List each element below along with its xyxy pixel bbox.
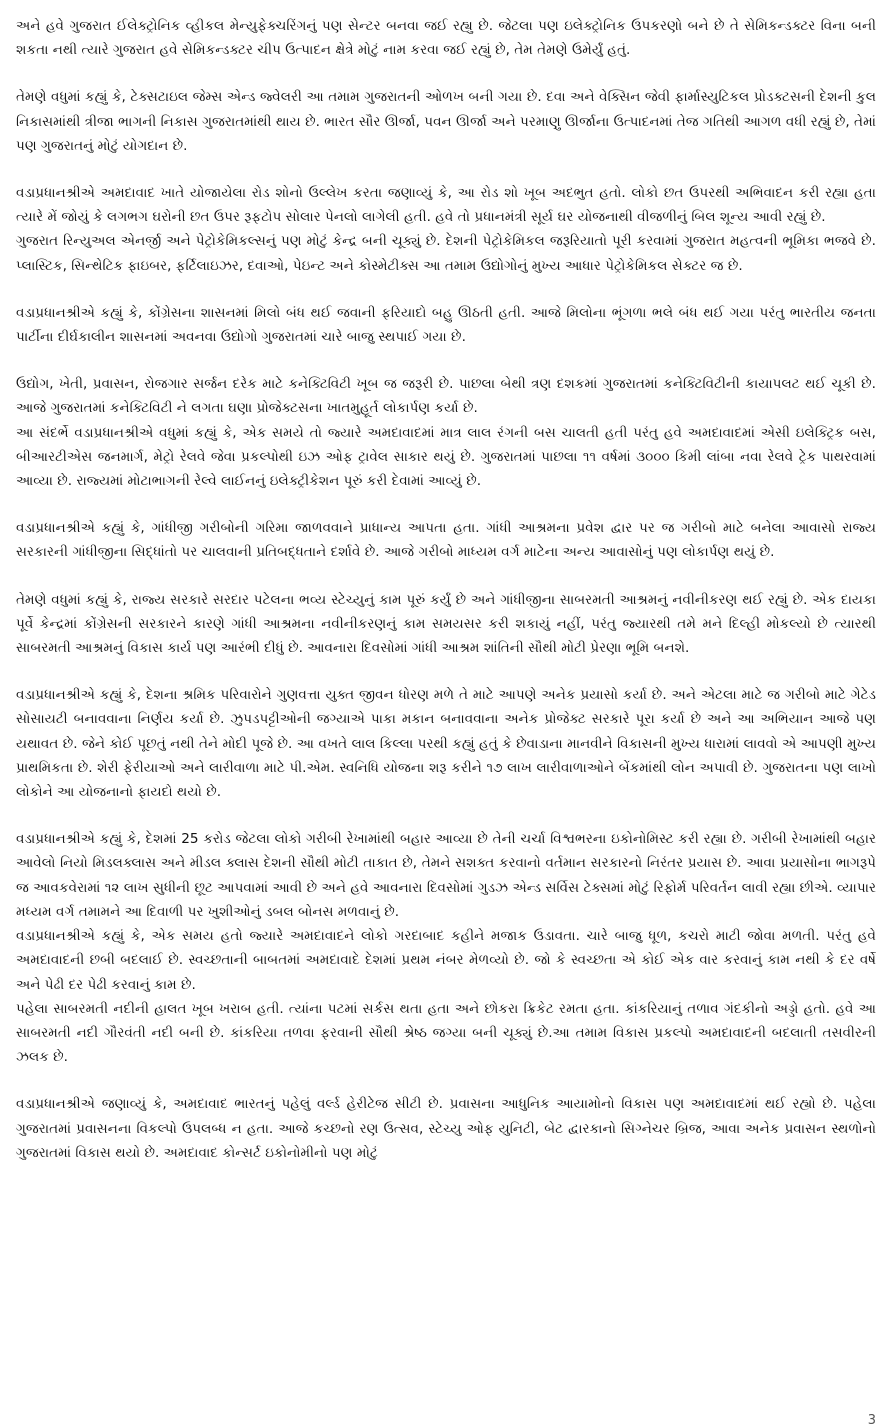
paragraph: વડાપ્રધાનશ્રીએ જણાવ્યું કે, અમદાવાદ ભારતનું પહેલું વર્લ્ડ હેરીટેજ સીટી છે. પ્રવાસના આધુનિક આયામોનો વિકાસ પણ અમદાવાદમાં થઈ રહ્યો છે. પહેલા ગુજરાતમાં પ્રવાસનના વિકલ્પો ઉપલબ્ધ ન હતા. આજે કચ્છનો રણ ઉત્સવ, સ્ટેચ્યુ ઓફ યુનિટી, બેટ દ્વારકાનો સિગ્નેચર બ્રિજ, આવા અનેક પ્રવાસન સ્થળોનો ગુજરાતમાં વિકાસ થયો છે. અમદાવાદ કોન્સર્ટ ઇકોનોમીનો પણ મોટું [16, 1096, 876, 1161]
paragraph: અને હવે ગુજરાત ઈલેક્ટ્રોનિક વ્હીકલ મેન્યુફેક્ચરિંગનું પણ સેન્ટર બનવા જઈ રહ્યુ છે. જેટલા પણ ઇલેક્ટ્રોનિક ઉપકરણો બને છે તે સેમિકન્ડક્ટર વિના બની શકતા નથી ત્યારે ગુજરાત હવે સેમિકન્ડક્ટર ચીપ ઉત્પાદન ક્ષેત્રે મોટું નામ કરવા જઈ રહ્યું છે, તેમ તેમણે ઉમેર્યું હતું. [16, 18, 876, 59]
page-number: 3 [867, 1413, 876, 1428]
paragraph: વડાપ્રધાનશ્રીએ અમદાવાદ ખાતે યોજાયેલા રોડ શોનો ઉલ્લેખ કરતા જણાવ્યું કે, આ રોડ શો ખૂબ અદભુત હતો. લોકો છત ઉપરથી અભિવાદન કરી રહ્યા હતા ત્યારે મેં જોયું કે લગભગ ઘરોની છત ઉપર રૂફટોપ સોલાર પેનલો લાગેલી હતી. હવે તો પ્રધાનમંત્રી સૂર્ય ઘર યોજનાથી વીજળીનું બિલ શૂન્ય આવી રહ્યું છે. [16, 185, 876, 226]
paragraph: ઉદ્યોગ, ખેતી, પ્રવાસન, રોજગાર સર્જન દરેક માટે કનેક્ટિવિટી ખૂબ જ જરૂરી છે. પાછલા બેથી ત્રણ દશકમાં ગુજરાતમાં કનેક્ટિવિટીની કાયાપલટ થઈ ચૂકી છે. આજે ગુજરાતમાં કનેક્ટિવિટી ને લગતા ઘણા પ્રોજેક્ટસના ખાતમુહૂર્ત લોકાર્પણ કર્યા છે. [16, 376, 876, 417]
document-page [16, 14, 876, 1165]
paragraph: વડાપ્રધાનશ્રીએ કહ્યું કે, ગાંધીજી ગરીબોની ગરિમા જાળવવાને પ્રાધાન્ય આપતા હતા. ગાંધી આશ્રમના પ્રવેશ દ્વાર પર જ ગરીબો માટે બનેલા આવાસો રાજ્ય સરકારની ગાંધીજીના સિદ્ધાંતો પર ચાલવાની પ્રતિબદ્ધતાને દર્શાવે છે. આજે ગરીબો માધ્યમ વર્ગ માટેના અન્ય આવાસોનું પણ લોકાર્પણ થયું છે. [16, 520, 876, 561]
paragraph: વડાપ્રધાનશ્રીએ કહ્યું કે, એક સમય હતો જ્યારે અમદાવાદને લોકો ગરદાબાદ કહીને મજાક ઉડાવતા. ચારે બાજુ ધૂળ, કચરો માટી જોવા મળતી. પરંતુ હવે અમદાવાદની છબી બદલાઈ છે. સ્વચ્છતાની બાબતમાં અમદાવાદે દેશમાં પ્રથમ નંબર મેળવ્યો છે. જો કે સ્વચ્છતા એ કોઈ એક વાર કરવાનું કામ નથી કે દર વર્ષે અને પેઢી દર પેઢી કરવાનું કામ છે. [16, 928, 876, 993]
paragraph: તેમણે વધુમાં કહ્યું કે, રાજ્ય સરકારે સરદાર પટેલના ભવ્ય સ્ટેચ્યુનું કામ પૂરું કર્યું છે અને ગાંધીજીના સાબરમતી આશ્રમનું નવીનીકરણ થઈ રહ્યું છે. એક દાયકા પૂર્વે કેન્દ્રમાં કોંગ્રેસની સરકારને કારણે ગાંધી આશ્રમના નવીનીકરણનું કામ સમયસર કરી શકાયું નહીં, પરંતુ જ્યારથી તમે મને દિલ્હી મોકલ્યો છે ત્યારથી સાબરમતી આશ્રમનું વિકાસ કાર્ય પણ આરંભી દીધું છે. આવનારા દિવસોમાં ગાંધી આશ્રમ શાંતિની સૌથી મોટી પ્રેરણા ભૂમિ બનશે. [16, 591, 876, 657]
paragraph: પહેલા સાબરમતી નદીની હાલત ખૂબ ખરાબ હતી. ત્યાંના પટમાં સર્કસ થતા હતા અને છોકરા ક્રિકેટ રમતા હતા. કાંકરિયાનું તળાવ ગંદકીનો અડ્ડો હતો. હવે આ સાબરમતી નદી ગૌરવંતી નદી બની છે. કાંકરિયા તળવા ફરવાની સૌથી શ્રેષ્ઠ જગ્યા બની ચૂક્યું છે.આ તમામ વિકાસ પ્રકલ્પો અમદાવાદની બદલાતી તસવીરની ઝલક છે. [16, 1000, 876, 1066]
paragraph: તેમણે વધુમાં કહ્યું કે, ટેક્સટાઇલ જેમ્સ એન્ડ જ્વેલરી આ તમામ ગુજરાતની ઓળખ બની ગયા છે. દવા અને વેક્સિન જેવી ફાર્માસ્યુટિકલ પ્રોડક્ટસની દેશની કુલ નિકાસમાંથી ત્રીજા ભાગની નિકાસ ગુજરાતમાંથી થાય છે. ભારત સૌર ઊર્જા, પવન ઊર્જા અને પરમાણુ ઊર્જાના ઉત્પાદનમાં તેજ ગતિથી આગળ વધી રહ્યું છે, તેમાં પણ ગુજરાતનું મોટું યોગદાન છે. [16, 89, 876, 154]
paragraph: વડાપ્રધાનશ્રીએ કહ્યું કે, કોંગ્રેસના શાસનમાં મિલો બંધ થઈ જવાની ફરિયાદો બહુ ઊઠતી હતી. આજે મિલોના ભૂંગળા ભલે બંધ થઈ ગયા પરંતુ ભારતીય જનતા પાર્ટીના દીર્ઘકાલીન શાસનમાં અવનવા ઉદ્યોગો ગુજરાતમાં ચારે બાજુ સ્થપાઈ ગયા છે. [16, 304, 876, 346]
paragraph: ગુજરાત રિન્યુઅલ એનર્જી અને પેટ્રોકેમિકલ્સનું પણ મોટું કેન્દ્ર બની ચૂક્યું છે. દેશની પેટ્રોકેમિકલ જરૂરિયાતો પૂરી કરવામાં ગુજરાત મહત્વની ભૂમિકા ભજવે છે. પ્લાસ્ટિક, સિન્થેટિક ફાઇબર, ફર્ટિલાઇઝર, દવાઓ, પેઇન્ટ અને કોસ્મેટીક્સ આ તમામ ઉદ્યોગોનું મુખ્ય આધાર પેટ્રોકેમિકલ સેક્ટર જ છે. [16, 233, 876, 274]
paragraph: વડાપ્રધાનશ્રીએ કહ્યું કે, દેશના શ્રમિક પરિવારોને ગુણવત્તા યુક્ત જીવન ધોરણ મળે તે માટે આપણે અનેક પ્રયાસો કર્યા છે. અને એટલા માટે જ ગરીબો માટે ગેટેડ સોસાયટી બનાવવાના નિર્ણય કર્યા છે. ઝુપડપટ્ટીઓની જગ્યાએ પાકા મકાન બનાવવાના અનેક પ્રોજેક્ટ સરકારે પૂરા કર્યા છે અને આ અભિયાન આજે પણ યથાવત છે. જેને કોઈ પૂછતું નથી તેને મોદી પૂજે છે. આ વખતે લાલ કિલ્લા પરથી કહ્યું હતું કે છેવાડાના માનવીને વિકાસની મુખ્ય ધારામાં લાવવો એ આપણી મુખ્ય પ્રાથમિકતા છે. શેરી ફેરીયાઓ અને લારીવાળા માટે પી.એમ. સ્વનિધિ યોજના શરૂ કરીને ૧૭ લાખ લારીવાળાઓને બેંકમાંથી લોન અપાવી છે. ગુજરાતના પણ લાખો લોકોને આ યોજનાનો ફાયદો થયો છે. [16, 687, 876, 801]
paragraph: આ સંદર્ભે વડાપ્રધાનશ્રીએ વધુમાં કહ્યું કે, એક સમયે તો જ્યારે અમદાવાદમાં માત્ર લાલ રંગની બસ ચાલતી હતી પરંતુ હવે અમદાવાદમાં એસી ઇલેક્ટ્રિક બસ, બીઆરટીએસ જનમાર્ગ, મેટ્રો રેલવે જેવા પ્રકલ્પોથી ઇઝ ઓફ ટ્રાવેલ સાકાર થયું છે. ગુજરાતમાં પાછલા ૧૧ વર્ષમાં ૩૦૦૦ કિમી લાંબા નવા રેલવે ટ્રેક પાથરવામાં આવ્યા છે. રાજ્યમાં મોટાભાગની રેલ્વે લાઈનનું ઇલેક્ટ્રીકેશન પૂરું કરી દેવામાં આવ્યું છે. [16, 424, 876, 490]
paragraph: વડાપ્રધાનશ્રીએ કહ્યું કે, દેશમાં 25 કરોડ જેટલા લોકો ગરીબી રેખામાંથી બહાર આવ્યા છે તેની ચર્ચા વિશ્વભરના ઇકોનોમિસ્ટ કરી રહ્યા છે. ગરીબી રેખામાંથી બહાર આવેલો નિયો મિડલક્લાસ અને મીડલ ક્લાસ દેશની સૌથી મોટી તાકાત છે, તેમને સશક્ત કરવાનો વર્તમાન સરકારનો નિરંતર પ્રયાસ છે. આવા પ્રયાસોના ભાગરૂપે જ આવકવેરામાં ૧૨ લાખ સુધીની છૂટ આપવામાં આવી છે અને હવે આવનારા દિવસોમાં ગુડઝ એન્ડ સર્વિસ ટેક્સમાં મોટું રિફોર્મ પરિવર્તન લાવી રહ્યા છીએ. વ્યાપાર મધ્યમ વર્ગ તમામને આ દિવાળી પર ખુશીઓનું ડબલ બોનસ મળવાનું છે. [16, 831, 877, 920]
